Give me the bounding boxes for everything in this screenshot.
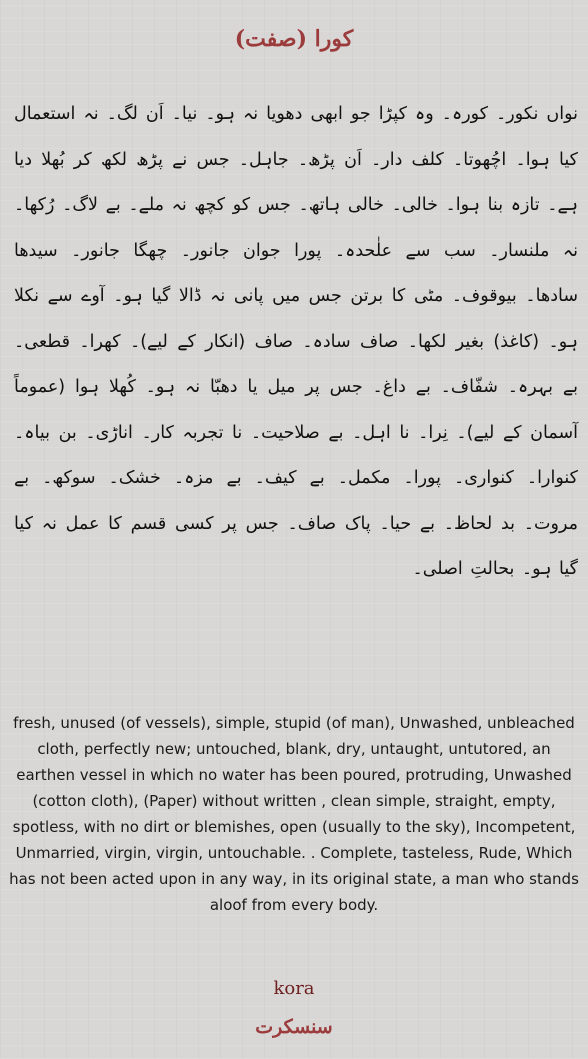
roman-transliteration: kora: [273, 978, 315, 999]
word-origin: سنسکرت: [255, 1016, 333, 1038]
entry-title: کورا (صفت): [234, 26, 354, 52]
english-definition: fresh, unused (of vessels), simple, stupid (of man), Unwashed, unbleached cloth, perfectly new; untouched, blank, dry, untaught, untutored, an earthen vessel in which no water has been poured, protruding, Unwashed (cotton cloth), (Paper) without written , clean simple, straight, empty, spotless, with no dirt or blemishes, open (usually to the sky), Incompetent, Unmarried, virgin, virgin, untouchable. . Complete, tasteless, Rude, Which has not been acted upon in any way, in its original state, a man who stands aloof from every body.: [9, 714, 579, 914]
urdu-definition: نواں نکور۔ کورہ۔ وہ کپڑا جو ابھی دھویا نہ ہو۔ نیا۔ اَن لگ۔ نہ استعمال کیا ہوا۔ اچُھوتا۔ کلف دار۔ اَن پڑھ۔ جاہل۔ جس نے پڑھ لکھ کر بُھلا دیا ہے۔ تازہ بنا ہوا۔ خالی۔ خالی ہاتھ۔ جس کو کچھ نہ ملے۔ بے لاگ۔ رُکھا۔ نہ ملنسار۔ سب سے علٰحدہ۔ پورا جوان جانور۔ چھگا جانور۔ سیدھا سادھا۔ بیوقوف۔ مٹی کا برتن جس میں پانی نہ ڈالا گیا ہو۔ آوے سے نکلا ہو۔ (کاغذ) بغیر لکھا۔ صاف سادہ۔ صاف (انکار کے لیے)۔ کھرا۔ قطعی۔ بے بہرہ۔ شفّاف۔ بے داغ۔ جس پر میل یا دھبّا نہ ہو۔ کُھلا ہوا (عموماً آسمان کے لیے)۔ نِرا۔ نا اہل۔ بے صلاحیت۔ نا تجربہ کار۔ اناڑی۔ بن بیاہ۔ کنوارا۔ کنواری۔ پورا۔ مکمل۔ بے کیف۔ بے مزہ۔ خشک۔ سوکھ۔ بے مروت۔ بد لحاظ۔ بے حیا۔ پاک صاف۔ جس پر کسی قسم کا عمل نہ کیا گیا ہو۔ بحالتِ اصلی۔: [14, 104, 578, 579]
